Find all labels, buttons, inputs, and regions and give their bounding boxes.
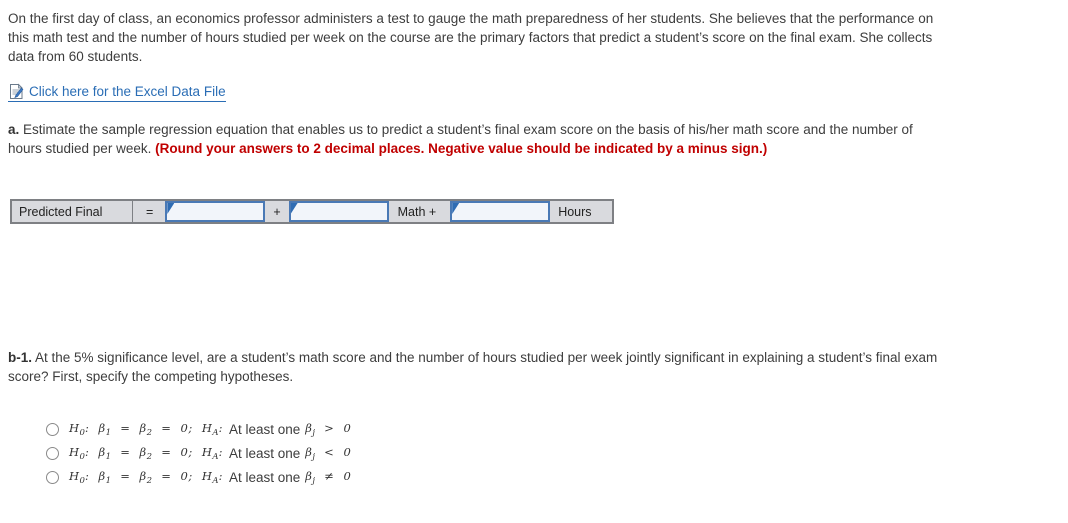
- alternative-hypothesis-math: $\beta_j \ne 0$: [305, 468, 352, 486]
- alternative-hypothesis-text: At least one: [228, 469, 301, 485]
- radio-button[interactable]: [46, 471, 59, 484]
- alternative-hypothesis-math: $\beta_j > 0$: [305, 420, 352, 438]
- null-hypothesis-math: $H_0$: $\beta_1 = \beta_2 = 0$; $H_A$:: [69, 444, 223, 462]
- null-hypothesis-math: $H_0$: $\beta_1 = \beta_2 = 0$; $H_A$:: [69, 468, 223, 486]
- equation-body: [133, 201, 612, 222]
- null-hypothesis-math: $H_0$: $\beta_1 = \beta_2 = 0$; $H_A$:: [69, 420, 223, 438]
- hypothesis-option-1[interactable]: [46, 417, 351, 441]
- hours-coefficient-input[interactable]: [452, 203, 548, 220]
- hours-coefficient-input-box: [450, 201, 550, 222]
- intercept-input-box: [165, 201, 265, 222]
- radio-button[interactable]: [46, 423, 59, 436]
- plus-sign: +: [273, 204, 281, 219]
- excel-data-file-link[interactable]: [8, 83, 226, 102]
- excel-link-row: [8, 83, 226, 103]
- part-a-label: a.: [8, 122, 20, 137]
- alternative-hypothesis-math: $\beta_j < 0$: [305, 444, 352, 462]
- part-a-text: Estimate the sample regression equation that enables us to predict a student’s final exam score on the basis of his/her math score and the number of hours studied per week.: [8, 122, 913, 156]
- math-coefficient-input-box: [289, 201, 389, 222]
- alternative-hypothesis-text: At least one: [228, 445, 301, 461]
- intro-paragraph: On the first day of class, an economics professor administers a test to gauge the math preparedness of her students. She believes that the performance on this math test and the number of hours studied per week on the course are the primary factors that predict a student’s score on the final exam. She collects data from 60 students.: [8, 11, 934, 64]
- predicted-final-label: Predicted Final: [12, 201, 133, 222]
- regression-equation-table: [10, 199, 614, 224]
- equals-sign: =: [146, 204, 154, 219]
- part-a-instruction: [8, 120, 948, 158]
- hypothesis-option-2[interactable]: [46, 441, 351, 465]
- excel-link-label: Click here for the Excel Data File: [29, 84, 226, 99]
- part-b1-label: b-1.: [8, 350, 33, 365]
- part-b1-text: At the 5% significance level, are a student’s math score and the number of hours studied per week jointly significant in explaining a student’s final exam score? First, specify the competing hypotheses.: [8, 350, 938, 384]
- part-a-rounding-note: (Round your answers to 2 decimal places. Negative value should be indicated by a minus sign.): [155, 141, 768, 156]
- hypothesis-options-list: [46, 417, 351, 489]
- alternative-hypothesis-text: At least one: [228, 421, 301, 437]
- part-b1-question: [8, 348, 948, 386]
- excel-file-icon: [8, 83, 25, 100]
- radio-button[interactable]: [46, 447, 59, 460]
- math-coefficient-input[interactable]: [291, 203, 387, 220]
- intercept-input[interactable]: [167, 203, 263, 220]
- math-plus-label: Math +: [397, 204, 437, 219]
- hours-label: Hours: [558, 204, 592, 219]
- hypothesis-option-3[interactable]: [46, 465, 351, 489]
